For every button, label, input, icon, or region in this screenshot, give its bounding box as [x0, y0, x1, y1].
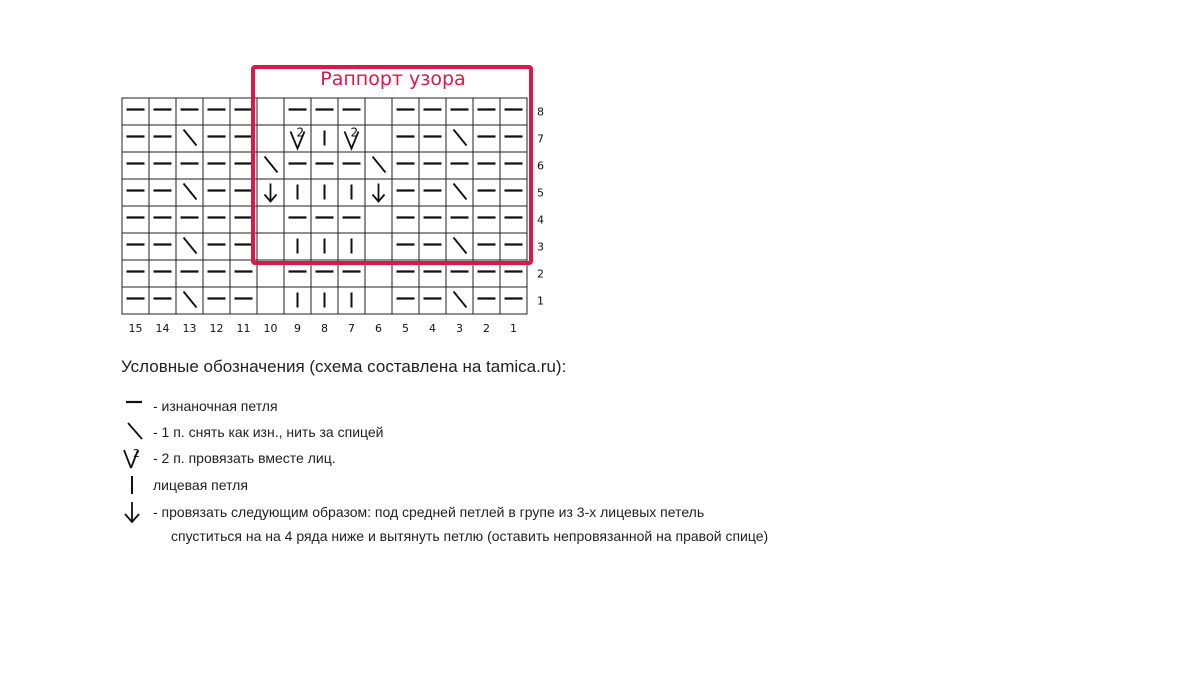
chart-cell	[446, 98, 473, 125]
chart-cell	[257, 206, 284, 233]
legend-title: Условные обозначения (схема составлена на tamica.ru):	[121, 357, 567, 376]
legend-item-slip	[120, 419, 920, 443]
chart-cell	[311, 152, 338, 179]
chart-cell	[392, 125, 419, 152]
chart-cell	[338, 98, 365, 125]
chart-cell	[500, 98, 527, 125]
chart-cell	[419, 287, 446, 314]
column-number: 7	[348, 322, 355, 335]
chart-cell	[446, 233, 473, 260]
chart-cell	[284, 206, 311, 233]
chart-cell	[203, 233, 230, 260]
chart-cell	[500, 287, 527, 314]
chart-cell	[419, 125, 446, 152]
chart-cell	[500, 206, 527, 233]
chart-cell	[176, 287, 203, 314]
chart-cell	[257, 287, 284, 314]
column-number: 5	[402, 322, 409, 335]
knit-icon	[120, 472, 148, 498]
chart-cell	[122, 287, 149, 314]
column-number: 9	[294, 322, 301, 335]
chart-cell	[149, 233, 176, 260]
legend-label-continued: спуститься на на 4 ряда ниже и вытянуть петлю (оставить непровязанной на правой спице)	[171, 528, 769, 544]
chart-cell	[203, 98, 230, 125]
chart-cell	[419, 206, 446, 233]
chart-cell	[446, 287, 473, 314]
chart-cell	[365, 287, 392, 314]
chart-cell	[230, 287, 257, 314]
chart-cell	[473, 287, 500, 314]
chart-cell	[203, 125, 230, 152]
k2tog-icon	[120, 445, 148, 471]
column-number: 11	[236, 322, 251, 335]
chart-cell	[176, 179, 203, 206]
row-numbers	[537, 106, 544, 308]
chart-cell	[122, 206, 149, 233]
legend-label: лицевая петля	[153, 477, 248, 493]
column-number: 13	[182, 322, 197, 335]
chart-cell	[257, 233, 284, 260]
chart-cell	[473, 179, 500, 206]
column-number: 6	[375, 322, 382, 335]
chart-cell	[365, 125, 392, 152]
chart-cell	[446, 125, 473, 152]
chart-grid	[122, 98, 527, 314]
column-number: 8	[321, 322, 328, 335]
row-number: 3	[537, 240, 544, 254]
chart-cell	[446, 152, 473, 179]
chart-cell	[122, 260, 149, 287]
chart-cell	[473, 233, 500, 260]
k2tog-number: 2	[350, 125, 359, 140]
legend-label: - изнаночная петля	[153, 398, 278, 414]
chart-cell	[122, 233, 149, 260]
down-arrow-icon	[120, 499, 148, 525]
chart-cell	[392, 206, 419, 233]
chart-cell	[392, 287, 419, 314]
legend-label: - 1 п. снять как изн., нить за спицей	[153, 424, 384, 440]
chart-cell	[338, 206, 365, 233]
row-number: 8	[537, 105, 544, 119]
chart-cell	[473, 152, 500, 179]
column-number: 12	[209, 322, 224, 335]
chart-cell	[392, 179, 419, 206]
row-number: 7	[537, 132, 544, 146]
chart-cell	[392, 98, 419, 125]
legend-item-purl	[120, 393, 920, 417]
chart-cell	[203, 260, 230, 287]
row-number: 5	[537, 186, 544, 200]
chart-cell	[500, 125, 527, 152]
chart-cell	[446, 206, 473, 233]
legend-item-knit	[120, 472, 920, 496]
chart-cell	[311, 98, 338, 125]
legend-item-k2tog	[120, 445, 920, 469]
chart-cell	[500, 152, 527, 179]
chart-cell	[365, 233, 392, 260]
chart-cell	[176, 125, 203, 152]
chart-cell	[149, 260, 176, 287]
chart-cell	[176, 152, 203, 179]
chart-cell	[176, 206, 203, 233]
row-number: 4	[537, 213, 544, 227]
chart-cell	[419, 179, 446, 206]
chart-cell	[203, 287, 230, 314]
chart-cell	[122, 179, 149, 206]
chart-cell	[203, 206, 230, 233]
chart-cell	[392, 152, 419, 179]
column-number: 15	[128, 322, 143, 335]
chart-cell	[365, 98, 392, 125]
chart-cell	[176, 233, 203, 260]
chart-cell	[419, 98, 446, 125]
chart-cell	[473, 125, 500, 152]
chart-cell	[122, 98, 149, 125]
column-number: 14	[155, 322, 170, 335]
column-number: 3	[456, 322, 463, 335]
chart-cell	[203, 179, 230, 206]
chart-cell	[392, 233, 419, 260]
chart-cell	[311, 206, 338, 233]
chart-cell	[257, 152, 284, 179]
chart-cell	[149, 287, 176, 314]
chart-cell	[365, 206, 392, 233]
chart-cell	[284, 98, 311, 125]
chart-cell	[473, 98, 500, 125]
chart-cell	[419, 152, 446, 179]
legend-item-drop	[120, 499, 920, 547]
chart-cell	[338, 152, 365, 179]
column-numbers	[129, 322, 518, 335]
chart-cell	[122, 152, 149, 179]
slip-icon	[120, 419, 148, 445]
legend-label: - 2 п. провязать вместе лиц.	[153, 450, 336, 466]
row-number: 2	[537, 267, 544, 281]
chart-cell	[419, 233, 446, 260]
purl-icon	[120, 393, 148, 419]
row-number: 6	[537, 159, 544, 173]
chart-cell	[203, 152, 230, 179]
chart-cell	[122, 125, 149, 152]
chart-cell	[149, 98, 176, 125]
chart-cell	[176, 260, 203, 287]
column-number: 1	[510, 322, 517, 335]
chart-cell	[365, 152, 392, 179]
repeat-title: Раппорт узора	[320, 68, 466, 90]
column-number: 2	[483, 322, 490, 335]
column-number: 10	[263, 322, 278, 335]
chart-cell	[446, 179, 473, 206]
chart-cell	[500, 179, 527, 206]
k2tog-number: 2	[296, 125, 305, 140]
chart-cell	[284, 152, 311, 179]
chart-cell	[257, 125, 284, 152]
chart-cell	[473, 206, 500, 233]
chart-cell	[149, 152, 176, 179]
chart-cell	[257, 98, 284, 125]
chart-cell	[176, 98, 203, 125]
chart-cell	[149, 179, 176, 206]
chart-cell	[500, 233, 527, 260]
chart-cell	[149, 125, 176, 152]
row-number: 1	[537, 294, 544, 308]
column-number: 4	[429, 322, 436, 335]
legend-label: - провязать следующим образом: под средней петлей в групе из 3-х лицевых петель	[153, 504, 705, 520]
k2tog-number: 2	[133, 447, 140, 460]
chart-cell	[149, 206, 176, 233]
